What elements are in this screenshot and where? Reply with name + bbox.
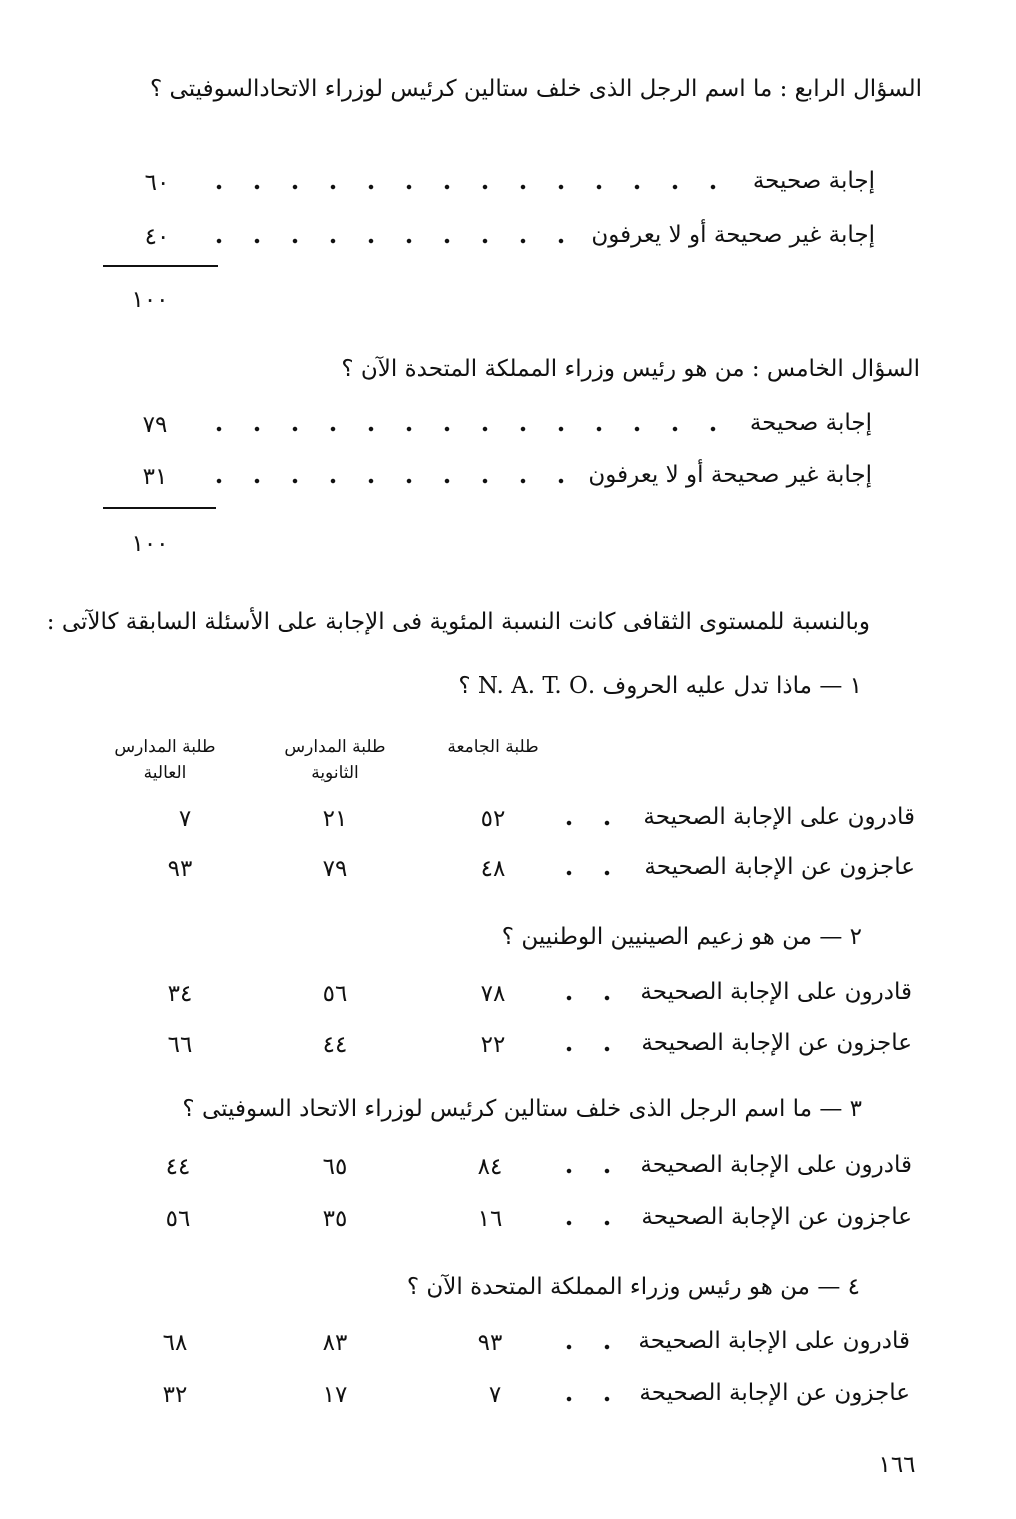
dot-leader: [200, 426, 740, 432]
cell-university: ٧٨: [480, 981, 506, 1007]
column-header-university: طلبة الجامعة: [447, 737, 539, 757]
cell-university: ٩٣: [477, 1330, 503, 1356]
column-header-secondary: طلبة المدارس الثانوية: [284, 737, 386, 783]
question-4-title: ٤ — من هو رئيس وزراء المملكة المتحدة الآن ؟: [406, 1274, 860, 1300]
sum-rule: [103, 507, 216, 509]
cell-higher: ٦٨: [162, 1330, 188, 1356]
cell-higher: ٤٤: [165, 1154, 191, 1180]
row-label: عاجزون عن الإجابة الصحيحة: [639, 1380, 910, 1406]
cell-higher: ٣٤: [167, 981, 193, 1007]
answer-value: ٧٩: [142, 412, 168, 438]
intro-paragraph: وبالنسبة للمستوى الثقافى كانت النسبة المئوية فى الإجابة على الأسئلة السابقة كالآتى :: [46, 609, 870, 635]
cell-university: ٨٤: [477, 1154, 503, 1180]
dot-leader: [550, 1396, 630, 1402]
cell-secondary: ٥٦: [322, 981, 348, 1007]
dot-leader: [550, 1046, 630, 1052]
answer-label: إجابة غير صحيحة أو لا يعرفون: [588, 462, 872, 488]
answer-label: إجابة غير صحيحة أو لا يعرفون: [591, 222, 875, 248]
answer-value: ٣١: [142, 464, 168, 490]
cell-secondary: ٤٤: [322, 1032, 348, 1058]
answer-value: ٦٠: [144, 170, 170, 196]
total-value: ١٠٠: [131, 531, 169, 557]
dot-leader: [550, 1168, 630, 1174]
question-4-heading: السؤال الرابع : ما اسم الرجل الذى خلف ستالين كرئيس لوزراء الاتحادالسوفيتى ؟: [150, 76, 922, 102]
dot-leader: [200, 238, 580, 244]
question-1-title: ١ — ماذا تدل عليه الحروف .N. A. T. O ؟: [458, 673, 862, 699]
page-number: ١٦٦: [878, 1452, 916, 1478]
cell-university: ٤٨: [480, 856, 506, 882]
row-label: عاجزون عن الإجابة الصحيحة: [641, 1030, 912, 1056]
dot-leader: [200, 184, 740, 190]
cell-higher: ٩٣: [167, 856, 193, 882]
dot-leader: [550, 820, 630, 826]
dot-leader: [550, 1344, 630, 1350]
sum-rule: [103, 265, 218, 267]
cell-university: ٢٢: [480, 1032, 506, 1058]
cell-higher: ٥٦: [165, 1206, 191, 1232]
row-label: عاجزون عن الإجابة الصحيحة: [644, 854, 915, 880]
cell-secondary: ٣٥: [322, 1206, 348, 1232]
answer-value: ٤٠: [144, 224, 170, 250]
row-label: قادرون على الإجابة الصحيحة: [640, 979, 912, 1005]
cell-higher: ٧: [178, 806, 192, 832]
cell-university: ٧: [488, 1382, 502, 1408]
row-label: قادرون على الإجابة الصحيحة: [640, 1152, 912, 1178]
total-value: ١٠٠: [131, 287, 169, 313]
cell-higher: ٣٢: [162, 1382, 188, 1408]
dot-leader: [200, 478, 580, 484]
column-header-higher: طلبة المدارس العالية: [114, 737, 216, 783]
cell-secondary: ٨٣: [322, 1330, 348, 1356]
answer-label: إجابة صحيحة: [749, 410, 872, 436]
cell-higher: ٦٦: [167, 1032, 193, 1058]
dot-leader: [550, 1220, 630, 1226]
cell-university: ٥٢: [480, 806, 506, 832]
cell-secondary: ١٧: [322, 1382, 348, 1408]
question-2-title: ٢ — من هو زعيم الصينيين الوطنيين ؟: [501, 924, 862, 950]
row-label: قادرون على الإجابة الصحيحة: [638, 1328, 910, 1354]
dot-leader: [550, 870, 630, 876]
row-label: قادرون على الإجابة الصحيحة: [643, 804, 915, 830]
cell-university: ١٦: [477, 1206, 503, 1232]
cell-secondary: ٢١: [322, 806, 348, 832]
cell-secondary: ٦٥: [322, 1154, 348, 1180]
row-label: عاجزون عن الإجابة الصحيحة: [641, 1204, 912, 1230]
dot-leader: [550, 995, 630, 1001]
cell-secondary: ٧٩: [322, 856, 348, 882]
answer-label: إجابة صحيحة: [752, 168, 875, 194]
question-5-heading: السؤال الخامس : من هو رئيس وزراء المملكة المتحدة الآن ؟: [341, 356, 920, 382]
question-3-title: ٣ — ما اسم الرجل الذى خلف ستالين كرئيس لوزراء الاتحاد السوفيتى ؟: [182, 1096, 862, 1122]
